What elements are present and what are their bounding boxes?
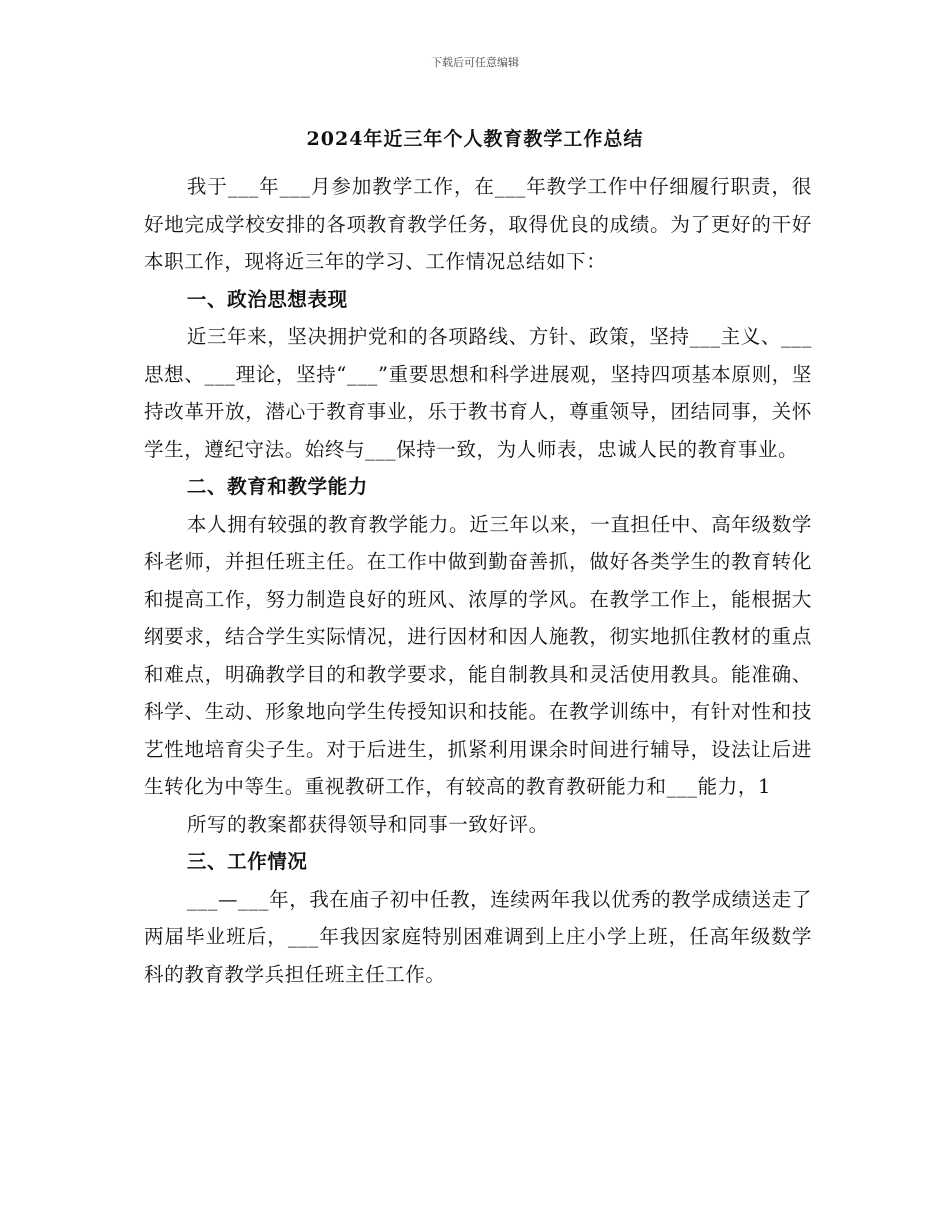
section-heading-politics: 一、政治思想表现 — [186, 287, 348, 311]
section-work-paragraph: ___—___年，我在庙子初中任教，连续两年我以优秀的教学成绩送走了两届毕业班后，___年我因家庭特别困难调到上庄小学上班，任高年级数学科的教育教学兵担任班主任工作。 — [144, 887, 812, 986]
section-heading-teaching-ability: 二、教育和教学能力 — [186, 475, 368, 498]
section-politics-paragraph: 近三年来，坚决拥护党和的各项路线、方针、政策，坚持___主义、___思想、___理论，坚持“___”重要思想和科学进展观，坚持四项基本原则，坚持改革开放，潜心于教育事业，乐于教书育人，尊重领导，团结同事，关怀学生，遵纪守法。始终与___保持一致，为人师表，忠诚人民的教育事业。 — [144, 325, 812, 461]
section-heading-work: 三、工作情况 — [186, 850, 308, 873]
document-title: 2024年近三年个人教育教学工作总结 — [306, 128, 644, 150]
section-teaching-paragraph-2: 所写的教案都获得领导和同事一致好评。 — [186, 812, 549, 836]
section-teaching-paragraph-1: 本人拥有较强的教育教学能力。近三年以来，一直担任中、高年级数学科老师，并担任班主任。在工作中做到勤奋善抓，做好各类学生的教育转化和提高工作，努力制造良好的班风、浓厚的学风。在教学工作上，能根据大纲要求，结合学生实际情况，进行因材和因人施教，彻实地抓住教材的重点和难点，明确教学目的和教学要求，能自制教具和灵活使用教具。能准确、科学、生动、形象地向学生传授知识和技能。在教学训练中，有针对性和技艺性地培育尖子生。对于后进生，抓紧利用课余时间进行辅导，设法让后进生转化为中等生。重视教研工作，有较高的教育教研能力和___能力，1 — [144, 512, 812, 798]
page-header-note: 下载后可任意编辑 — [431, 56, 519, 69]
document-body — [144, 168, 812, 993]
intro-paragraph: 我于___年___月参加教学工作，在___年教学工作中仔细履行职责，很好地完成学校安排的各项教育教学任务，取得优良的成绩。为了更好的干好本职工作，现将近三年的学习、工作情况总结如下： — [144, 175, 812, 273]
